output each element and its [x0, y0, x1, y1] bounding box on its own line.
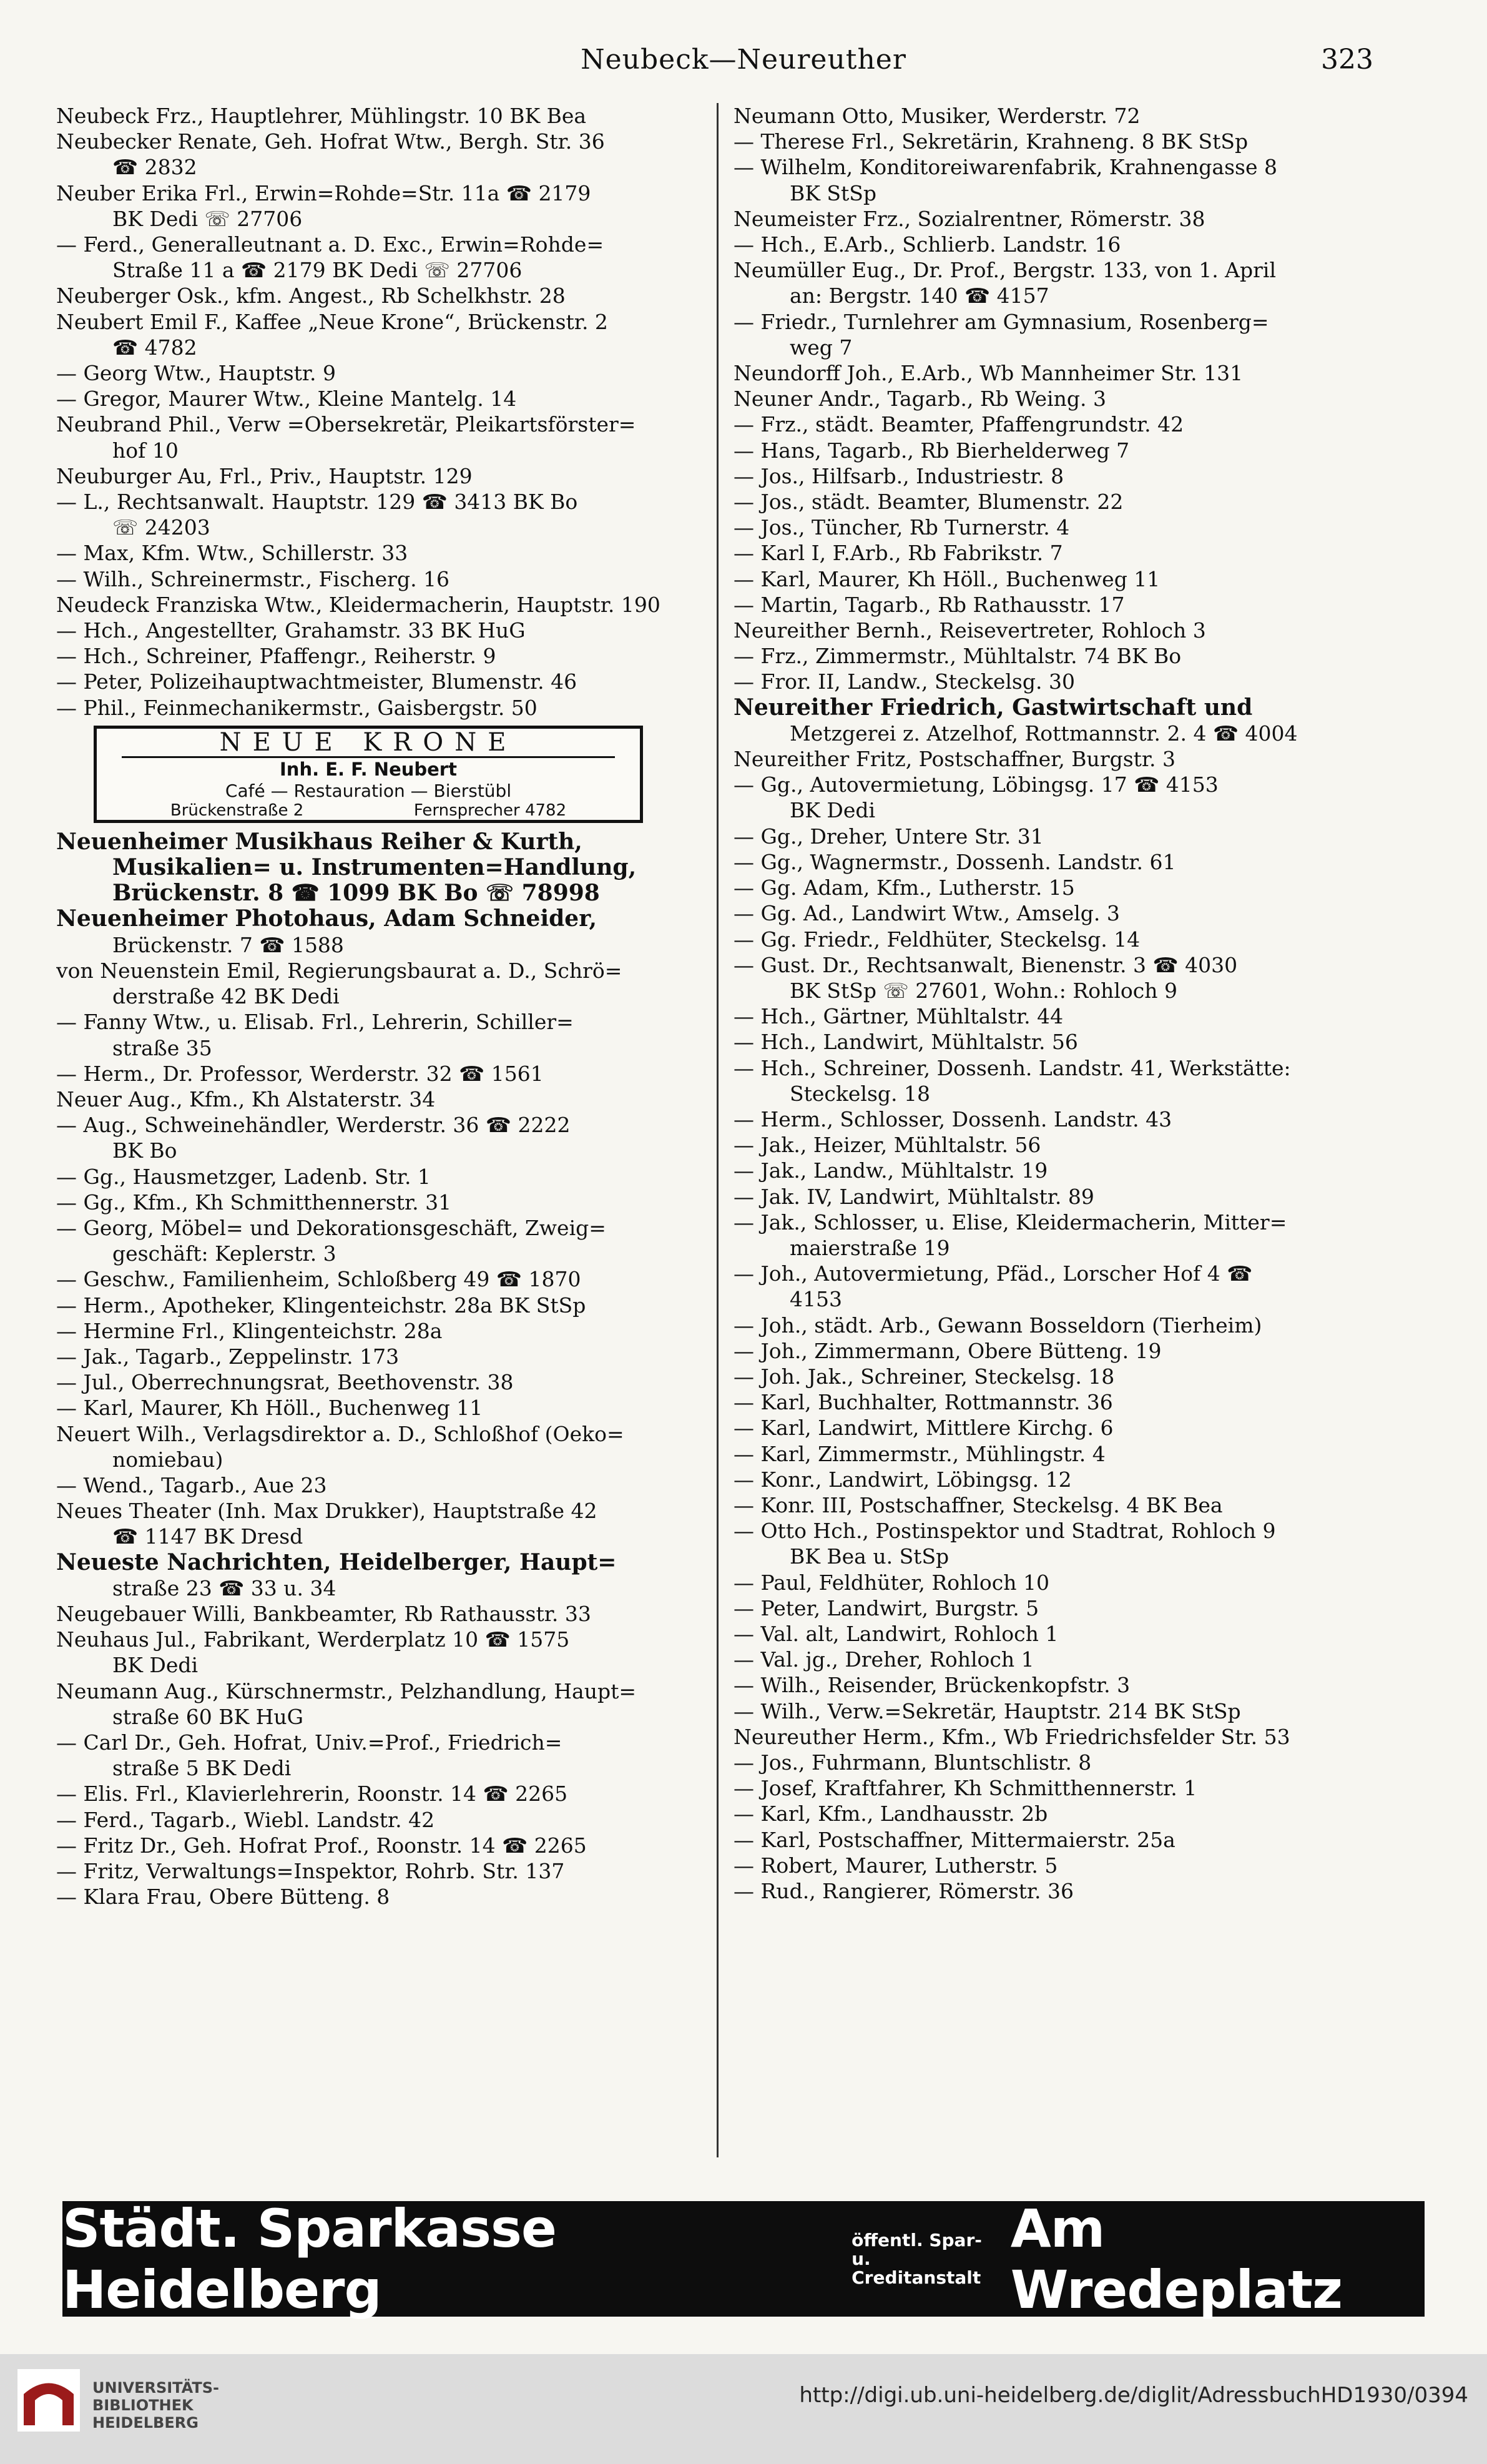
banner-small-line2: Creditanstalt [851, 2267, 981, 2288]
ad-owner: Inh. E. F. Neubert [280, 758, 457, 780]
directory-entry: Neuhaus Jul., Fabrikant, Werderplatz 10 ☎ 1575 [56, 1627, 570, 1652]
left-column [56, 103, 680, 2157]
banner-small-text [851, 2231, 997, 2287]
column-divider [717, 103, 719, 2157]
directory-entry: — Jak., Heizer, Mühltalstr. 56 [734, 1133, 1041, 1158]
directory-entry: weg 7 [790, 335, 853, 360]
directory-entry: Neubeck Frz., Hauptlehrer, Mühlingstr. 10 BK Bea [56, 104, 587, 128]
directory-entry: Neudeck Franziska Wtw., Kleidermacherin, Hauptstr. 190 [56, 592, 660, 617]
directory-entry: — Jos., Fuhrmann, Bluntschlistr. 8 [734, 1750, 1092, 1775]
directory-entry: — Herm., Apotheker, Klingenteichstr. 28a BK StSp [56, 1293, 586, 1318]
directory-entry: — Hans, Tagarb., Rb Bierhelderweg 7 [734, 438, 1130, 463]
directory-entry: — Fror. II, Landw., Steckelsg. 30 [734, 669, 1075, 694]
banner-right-text: Am Wredeplatz [1010, 2197, 1343, 2320]
directory-entry: Neuner Andr., Tagarb., Rb Weing. 3 [734, 387, 1106, 411]
directory-entry: — Joh., städt. Arb., Gewann Bosseldorn (Tierheim) [734, 1313, 1262, 1338]
directory-entry: — Fritz Dr., Geh. Hofrat Prof., Roonstr. 14 ☎ 2265 [56, 1833, 587, 1858]
directory-entry: Neubecker Renate, Geh. Hofrat Wtw., Bergh. Str. 36 [56, 129, 605, 154]
directory-entry: ☎ 2832 [112, 155, 197, 180]
directory-entry: — Joh. Jak., Schreiner, Steckelsg. 18 [734, 1364, 1115, 1389]
directory-entry: — Karl, Maurer, Kh Höll., Buchenweg 11 [56, 1396, 483, 1421]
directory-entry: — Fanny Wtw., u. Elisab. Frl., Lehrerin, Schiller= [56, 1010, 574, 1035]
directory-entry: — Karl, Zimmermstr., Mühlingstr. 4 [734, 1441, 1106, 1466]
directory-entry: Neuert Wilh., Verlagsdirektor a. D., Schloßhof (Oeko= [56, 1421, 624, 1446]
directory-entry: — Hch., Angestellter, Grahamstr. 33 BK HuG [56, 618, 526, 643]
directory-entry: Neues Theater (Inh. Max Drukker), Hauptstraße 42 [56, 1499, 597, 1524]
ad-services: Café — Restauration — Bierstübl [225, 780, 512, 801]
directory-entry: — Gg. Ad., Landwirt Wtw., Amselg. 3 [734, 901, 1120, 926]
page-header [0, 44, 1487, 81]
directory-entry: maierstraße 19 [790, 1235, 950, 1260]
directory-entry: Brückenstr. 7 ☎ 1588 [112, 932, 344, 957]
directory-entry: Neumeister Frz., Sozialrentner, Römerstr. 38 [734, 206, 1205, 231]
directory-entry: — Max, Kfm. Wtw., Schillerstr. 33 [56, 541, 408, 566]
directory-entry: — Friedr., Turnlehrer am Gymnasium, Rosenberg= [734, 309, 1269, 334]
directory-entry: — Aug., Schweinehändler, Werderstr. 36 ☎ 2222 [56, 1113, 571, 1138]
directory-entry: — Gregor, Maurer Wtw., Kleine Mantelg. 14 [56, 387, 517, 411]
directory-entry: straße 35 [112, 1035, 212, 1060]
directory-entry: straße 5 BK Dedi [112, 1756, 292, 1781]
left-entries-top [56, 103, 680, 721]
directory-entry: — Gg., Kfm., Kh Schmitthennerstr. 31 [56, 1190, 452, 1215]
directory-entry: Neuenheimer Photohaus, Adam Schneider, [56, 906, 597, 932]
directory-entry: — Carl Dr., Geh. Hofrat, Univ.=Prof., Friedrich= [56, 1730, 562, 1755]
directory-entry: nomiebau) [112, 1447, 223, 1472]
ad-address-line [97, 801, 640, 820]
directory-entry: — Joh., Zimmermann, Obere Bütteng. 19 [734, 1338, 1162, 1363]
directory-entry: — Gg. Adam, Kfm., Lutherstr. 15 [734, 875, 1075, 900]
directory-entry: Neureither Bernh., Reisevertreter, Rohloch 3 [734, 618, 1206, 643]
directory-entry: — Gg., Hausmetzger, Ladenb. Str. 1 [56, 1164, 431, 1189]
directory-entry: Straße 11 a ☎ 2179 BK Dedi ☏ 27706 [112, 258, 523, 283]
directory-entry: Neumann Aug., Kürschnermstr., Pelzhandlung, Haupt= [56, 1678, 636, 1703]
directory-entry: — Gg., Dreher, Untere Str. 31 [734, 824, 1044, 849]
right-entries [734, 103, 1358, 1904]
directory-entry: ☏ 24203 [112, 515, 210, 540]
directory-entry: — Konr., Landwirt, Löbingsg. 12 [734, 1467, 1072, 1492]
directory-entry: BK StSp [790, 180, 876, 205]
directory-entry: — Otto Hch., Postinspektor und Stadtrat, Rohloch 9 [734, 1519, 1276, 1544]
ad-phone: Fernsprecher 4782 [413, 801, 567, 820]
directory-entry: Neubert Emil F., Kaffee „Neue Krone“, Brückenstr. 2 [56, 309, 608, 334]
directory-entry: — Gg., Autovermietung, Löbingsg. 17 ☎ 4153 [734, 772, 1219, 797]
directory-entry: — Ferd., Tagarb., Wiebl. Landstr. 42 [56, 1807, 435, 1832]
page-number: 323 [1321, 44, 1373, 76]
directory-entry: Metzgerei z. Atzelhof, Rottmannstr. 2. 4 ☎ 4004 [790, 721, 1298, 746]
directory-entry: — Robert, Maurer, Lutherstr. 5 [734, 1853, 1058, 1878]
directory-entry: — Karl, Landwirt, Mittlere Kirchg. 6 [734, 1416, 1114, 1441]
directory-entry: — Jos., Tüncher, Rb Turnerstr. 4 [734, 515, 1070, 540]
directory-entry: — Wilh., Verw.=Sekretär, Hauptstr. 214 BK StSp [734, 1698, 1241, 1723]
right-column [734, 103, 1358, 2157]
directory-entry: Neubrand Phil., Verw =Obersekretär, Pleikartsförster= [56, 412, 636, 437]
directory-entry: Neueste Nachrichten, Heidelberger, Haupt= [56, 1549, 617, 1575]
directory-entry: — Hermine Frl., Klingenteichstr. 28a [56, 1318, 443, 1343]
directory-entry: Brückenstr. 8 ☎ 1099 BK Bo ☏ 78998 [112, 880, 600, 907]
directory-entry: an: Bergstr. 140 ☎ 4157 [790, 283, 1049, 308]
directory-entry: — Peter, Landwirt, Burgstr. 5 [734, 1595, 1039, 1620]
directory-entry: — Herm., Dr. Professor, Werderstr. 32 ☎ 1561 [56, 1061, 544, 1086]
directory-entry: — Jos., städt. Beamter, Blumenstr. 22 [734, 490, 1124, 515]
directory-entry: — Rud., Rangierer, Römerstr. 36 [734, 1879, 1074, 1904]
directory-entry: — Karl, Buchhalter, Rottmannstr. 36 [734, 1390, 1113, 1415]
banner-left-text: Städt. Sparkasse Heidelberg [62, 2197, 557, 2320]
directory-entry: Neureither Friedrich, Gastwirtschaft und [734, 694, 1253, 721]
directory-entry: — Fritz, Verwaltungs=Inspektor, Rohrb. Str. 137 [56, 1859, 565, 1883]
directory-entry: Neundorff Joh., E.Arb., Wb Mannheimer Str. 131 [734, 361, 1244, 386]
directory-entry: — Jak., Schlosser, u. Elise, Kleidermacherin, Mitter= [734, 1210, 1287, 1234]
library-footer-bar [0, 2354, 1487, 2464]
directory-entry: Neureuther Herm., Kfm., Wb Friedrichsfelder Str. 53 [734, 1724, 1290, 1749]
ad-address: Brückenstraße 2 [170, 801, 304, 820]
directory-entry: — Frz., städt. Beamter, Pfaffengrundstr. 42 [734, 412, 1184, 437]
directory-entry: hof 10 [112, 438, 179, 463]
directory-entry: — Paul, Feldhüter, Rohloch 10 [734, 1570, 1050, 1595]
directory-entry: — Therese Frl., Sekretärin, Krahneng. 8 BK StSp [734, 129, 1249, 154]
directory-entry: — Georg Wtw., Hauptstr. 9 [56, 361, 336, 386]
library-name-line2: BIBLIOTHEK [92, 2397, 194, 2414]
directory-entry: — Karl, Maurer, Kh Höll., Buchenweg 11 [734, 566, 1161, 591]
directory-entry: Neuber Erika Frl., Erwin=Rohde=Str. 11a ☎ 2179 [56, 180, 591, 205]
directory-entry: Neumann Otto, Musiker, Werderstr. 72 [734, 104, 1141, 128]
directory-entry: — Hch., Schreiner, Pfaffengr., Reiherstr. 9 [56, 644, 496, 669]
directory-entry: — Jul., Oberrechnungsrat, Beethovenstr. 38 [56, 1370, 514, 1395]
directory-entry: geschäft: Keplerstr. 3 [112, 1241, 336, 1266]
directory-entry: Neuberger Osk., kfm. Angest., Rb Schelkhstr. 28 [56, 283, 566, 308]
directory-entry: Neuer Aug., Kfm., Kh Alstaterstr. 34 [56, 1087, 436, 1111]
directory-entry: BK Bo [112, 1138, 177, 1163]
directory-entry: Neumüller Eug., Dr. Prof., Bergstr. 133, von 1. April [734, 258, 1277, 283]
directory-entry: — Josef, Kraftfahrer, Kh Schmitthennerstr. 1 [734, 1776, 1197, 1801]
directory-entry: — Geschw., Familienheim, Schloßberg 49 ☎ 1870 [56, 1267, 581, 1292]
directory-entry: derstraße 42 BK Dedi [112, 984, 340, 1009]
directory-entry: — Val. jg., Dreher, Rohloch 1 [734, 1647, 1034, 1672]
directory-entry: — Gg. Friedr., Feldhüter, Steckelsg. 14 [734, 927, 1141, 952]
directory-entry: — Joh., Autovermietung, Pfäd., Lorscher Hof 4 ☎ [734, 1261, 1253, 1286]
directory-entry: — Gg., Wagnermstr., Dossenh. Landstr. 61 [734, 849, 1176, 874]
library-name [92, 2379, 219, 2432]
directory-entry: Neureither Fritz, Postschaffner, Burgstr. 3 [734, 747, 1176, 772]
directory-entry: — Ferd., Generalleutnant a. D. Exc., Erwin=Rohde= [56, 232, 604, 257]
neue-krone-advertisement [94, 726, 643, 823]
directory-entry: — Jak., Landw., Mühltalstr. 19 [734, 1158, 1048, 1183]
directory-entry: BK Dedi [790, 798, 876, 823]
directory-entry: Neuburger Au, Frl., Priv., Hauptstr. 129 [56, 463, 473, 488]
directory-entry: — Jak. IV, Landwirt, Mühltalstr. 89 [734, 1184, 1094, 1209]
directory-entry: — Wilhelm, Konditoreiwarenfabrik, Krahnengasse 8 [734, 155, 1277, 180]
directory-entry: straße 60 BK HuG [112, 1704, 303, 1729]
directory-entry: BK StSp ☏ 27601, Wohn.: Rohloch 9 [790, 978, 1177, 1003]
directory-entry: — Karl I, F.Arb., Rb Fabrikstr. 7 [734, 541, 1063, 566]
directory-entry: — Wend., Tagarb., Aue 23 [56, 1472, 327, 1497]
directory-entry: — Konr. III, Postschaffner, Steckelsg. 4 BK Bea [734, 1492, 1223, 1517]
directory-entry: — Val. alt, Landwirt, Rohloch 1 [734, 1621, 1059, 1646]
directory-entry: — Martin, Tagarb., Rb Rathausstr. 17 [734, 592, 1125, 617]
banner-small-line1: öffentl. Spar- u. [851, 2229, 982, 2269]
source-url-link[interactable]: http://digi.ub.uni-heidelberg.de/diglit/AdressbuchHD1930/0394 [799, 2383, 1468, 2408]
directory-entry: Steckelsg. 18 [790, 1081, 930, 1106]
library-name-line3: HEIDELBERG [92, 2414, 199, 2432]
directory-entry: BK Dedi ☏ 27706 [112, 206, 303, 231]
directory-entry: — Karl, Kfm., Landhausstr. 2b [734, 1801, 1048, 1826]
sparkasse-banner [62, 2197, 1425, 2320]
directory-entry: 4153 [790, 1287, 842, 1312]
university-library-logo-icon[interactable] [17, 2369, 80, 2432]
directory-entry: BK Bea u. StSp [790, 1544, 950, 1569]
directory-entry: — Jak., Tagarb., Zeppelinstr. 173 [56, 1344, 400, 1369]
directory-entry: — Hch., Gärtner, Mühltalstr. 44 [734, 1004, 1064, 1029]
directory-entry: — Hch., Landwirt, Mühltalstr. 56 [734, 1030, 1078, 1055]
directory-entry: — L., Rechtsanwalt. Hauptstr. 129 ☎ 3413 BK Bo [56, 490, 578, 515]
directory-entry: — Phil., Feinmechanikermstr., Gaisbergstr. 50 [56, 695, 537, 720]
directory-entry: — Herm., Schlosser, Dossenh. Landstr. 43 [734, 1106, 1172, 1131]
directory-entry: — Wilh., Schreinermstr., Fischerg. 16 [56, 566, 450, 591]
directory-entry: — Gust. Dr., Rechtsanwalt, Bienenstr. 3 ☎ 4030 [734, 952, 1238, 977]
directory-entry: BK Dedi [112, 1653, 199, 1678]
directory-entry: von Neuenstein Emil, Regierungsbaurat a. D., Schrö= [56, 958, 622, 983]
directory-entry: — Wilh., Reisender, Brückenkopfstr. 3 [734, 1673, 1131, 1698]
page-title: Neubeck—Neureuther [581, 44, 906, 76]
directory-entry: — Frz., Zimmermstr., Mühltalstr. 74 BK Bo [734, 644, 1182, 669]
directory-entry: ☎ 4782 [112, 335, 197, 360]
directory-entry: — Klara Frau, Obere Bütteng. 8 [56, 1885, 390, 1910]
left-entries-bottom [56, 829, 680, 1910]
directory-entry: Musikalien= u. Instrumenten=Handlung, [112, 855, 637, 881]
library-name-line1: UNIVERSITÄTS- [92, 2379, 220, 2397]
directory-entry: — Elis. Frl., Klavierlehrerin, Roonstr. 14 ☎ 2265 [56, 1781, 568, 1806]
ad-name: NEUE KRONE [122, 729, 615, 758]
directory-entry: ☎ 1147 BK Dresd [112, 1524, 303, 1549]
directory-entry: — Jos., Hilfsarb., Industriestr. 8 [734, 463, 1064, 488]
directory-entry: Neuenheimer Musikhaus Reiher & Kurth, [56, 829, 582, 855]
directory-entry: — Peter, Polizeihauptwachtmeister, Blumenstr. 46 [56, 669, 577, 694]
directory-entry: — Karl, Postschaffner, Mittermaierstr. 25a [734, 1827, 1175, 1852]
directory-entry: — Hch., Schreiner, Dossenh. Landstr. 41, Werkstätte: [734, 1055, 1291, 1080]
directory-entry: straße 23 ☎ 33 u. 34 [112, 1575, 336, 1600]
directory-entry: — Hch., E.Arb., Schlierb. Landstr. 16 [734, 232, 1121, 257]
directory-entry: Neugebauer Willi, Bankbeamter, Rb Rathausstr. 33 [56, 1601, 591, 1626]
directory-entry: — Georg, Möbel= und Dekorationsgeschäft, Zweig= [56, 1215, 606, 1240]
